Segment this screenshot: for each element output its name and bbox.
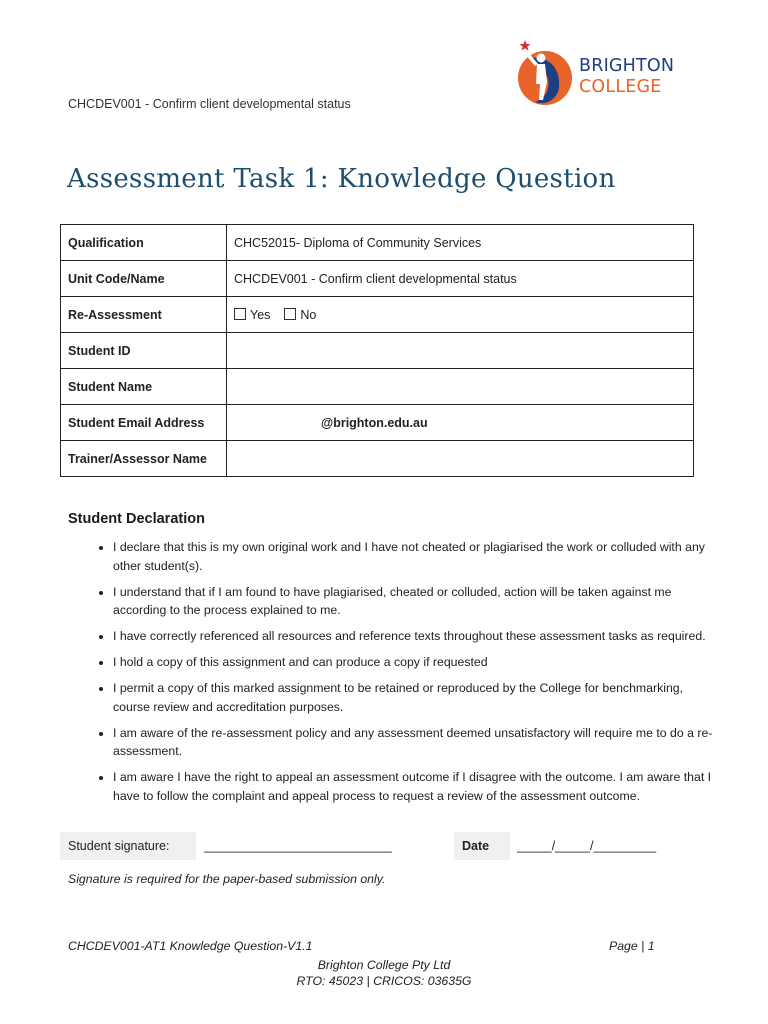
table-row: [61, 405, 694, 441]
footer-company: [0, 957, 768, 989]
date-label: Date: [454, 832, 510, 860]
student-id-label: Student ID: [61, 333, 227, 369]
list-item: • I am aware of the re-assessment policy and any assessment deemed unsatisfactory will require me to do a re-assessment.: [113, 724, 723, 761]
student-id-field[interactable]: [227, 333, 694, 369]
trainer-name-label: Trainer/Assessor Name: [61, 441, 227, 477]
list-item: • I am aware I have the right to appeal an assessment outcome if I disagree with the outcome. I am aware that I have to follow the complaint and appeal process to request a review of the assessment outcome.: [113, 768, 723, 805]
footer-doc-id: CHCDEV001-AT1 Knowledge Question-V1.1: [68, 939, 313, 953]
student-info-table: [60, 224, 694, 477]
footer-page-number: Page | 1: [609, 939, 655, 953]
brighton-college-logo: [517, 36, 697, 112]
table-row: [61, 261, 694, 297]
unit-code-value: CHCDEV001 - Confirm client developmental status: [227, 261, 694, 297]
table-row: [61, 369, 694, 405]
student-email-label: Student Email Address: [61, 405, 227, 441]
page-title: Assessment Task 1: Knowledge Question: [67, 164, 616, 194]
table-row: [61, 297, 694, 333]
yes-checkbox[interactable]: [234, 308, 246, 320]
no-option-label: No: [300, 307, 317, 322]
signature-label: Student signature:: [60, 832, 196, 860]
footer-rto: RTO: 45023 | CRICOS: 03635G: [296, 974, 472, 988]
email-domain-suffix: @brighton.edu.au: [321, 415, 428, 430]
reassessment-options: [227, 297, 694, 333]
signature-line[interactable]: ___________________________: [204, 839, 392, 853]
signature-row: [60, 832, 700, 860]
trainer-name-field[interactable]: [227, 441, 694, 477]
logo-text: [579, 56, 674, 98]
unit-code-label: Unit Code/Name: [61, 261, 227, 297]
logo-line1: BRIGHTON: [579, 56, 675, 76]
list-item: • I declare that this is my own original work and I have not cheated or plagiarised the work or colluded with any other student(s).: [113, 538, 723, 575]
reassessment-label: Re-Assessment: [61, 297, 227, 333]
student-name-label: Student Name: [61, 369, 227, 405]
unit-header-text: CHCDEV001 - Confirm client developmental status: [68, 97, 351, 111]
table-row: [61, 333, 694, 369]
yes-option-label: Yes: [250, 307, 271, 322]
no-checkbox[interactable]: [284, 308, 296, 320]
table-row: [61, 225, 694, 261]
qualification-label: Qualification: [61, 225, 227, 261]
date-line[interactable]: _____/_____/_________: [517, 839, 657, 853]
student-name-field[interactable]: [227, 369, 694, 405]
declaration-heading: Student Declaration: [68, 511, 205, 527]
table-row: [61, 441, 694, 477]
list-item: • I have correctly referenced all resources and reference texts throughout these assessment tasks as required.: [113, 627, 723, 646]
list-item: • I understand that if I am found to have plagiarised, cheated or colluded, action will be taken against me according to the process explained to me.: [113, 583, 723, 620]
declaration-list: [88, 538, 723, 813]
footer-company-name: Brighton College Pty Ltd: [317, 958, 451, 972]
list-item: • I permit a copy of this marked assignment to be retained or reproduced by the College for benchmarking, course review and accreditation purposes.: [113, 679, 723, 716]
logo-line2: COLLEGE: [579, 77, 662, 97]
list-item: • I hold a copy of this assignment and can produce a copy if requested: [113, 653, 723, 672]
signature-note: Signature is required for the paper-based submission only.: [68, 872, 386, 886]
qualification-value: CHC52015- Diploma of Community Services: [227, 225, 694, 261]
student-email-field[interactable]: [227, 405, 694, 441]
logo-emblem-icon: [517, 36, 577, 112]
